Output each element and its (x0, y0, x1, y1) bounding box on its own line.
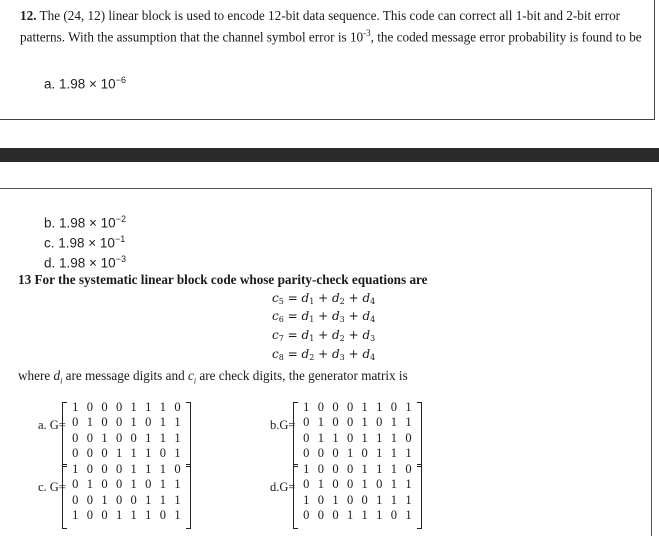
matrix-cell: 1 (72, 462, 79, 476)
matrix-row (299, 431, 416, 446)
question-12-body: The (24, 12) linear block is used to encode 12-bit data sequence. This code can correct all 1-bit and 2-bit error patterns. With the assumption that the channel symbol error is 10 (20, 8, 621, 44)
matrix-cell: 1 (332, 430, 339, 445)
matrix-cell: 1 (130, 477, 137, 492)
matrix-cell: 0 (332, 445, 339, 460)
matrix-cell: 1 (361, 477, 368, 492)
matrix-cell: 0 (303, 415, 310, 430)
matrix-cell: 0 (115, 477, 123, 492)
matrix-cell: 0 (72, 492, 79, 507)
matrix-cell: 1 (115, 507, 123, 522)
matrix-cell: 1 (72, 400, 79, 414)
matrix-cell: 1 (174, 492, 181, 507)
matrix-cell: 1 (86, 477, 94, 492)
matrix-cell: 0 (130, 430, 137, 445)
matrix-cell: 0 (376, 415, 383, 430)
matrix-cell: 0 (145, 477, 152, 492)
matrix-cell: 0 (303, 507, 310, 522)
matrix-cell: 1 (346, 445, 354, 460)
matrix-cell: 1 (390, 462, 397, 476)
page-divider (0, 148, 659, 162)
matrix-cell: 0 (130, 492, 137, 507)
matrix-row (68, 477, 185, 492)
matrix-cell: 1 (159, 462, 166, 476)
matrix-cell: 0 (115, 430, 123, 445)
matrix-cell: 1 (303, 492, 310, 507)
matrix-cell: 1 (159, 477, 166, 492)
matrix-cell: 1 (405, 400, 412, 414)
matrix-cell: 1 (130, 415, 137, 430)
matrix-cell: 1 (332, 492, 339, 507)
matrix-cell: 0 (159, 445, 166, 460)
question-12-exponent: -3 (363, 27, 371, 38)
matrix-cell: 0 (101, 477, 108, 492)
matrix-cell: 1 (145, 445, 152, 460)
matrix-cell: 1 (317, 430, 325, 445)
matrix-cell: 1 (303, 400, 310, 414)
matrix-cell: 0 (332, 477, 339, 492)
matrix-cell: 1 (72, 507, 79, 522)
matrix-left-bracket (62, 402, 67, 467)
matrix-row (299, 493, 416, 508)
question-13-heading: 13 For the systematic linear block code whose parity-check equations are (18, 272, 428, 287)
matrix-cell: 1 (101, 430, 108, 445)
matrix-cell: 0 (101, 462, 108, 476)
matrix-cell: 0 (86, 462, 94, 476)
matrix-cell: 0 (317, 507, 325, 522)
matrix-cell: 0 (174, 462, 181, 476)
matrix-cell: 0 (303, 477, 310, 492)
matrix-cell: 1 (390, 415, 397, 430)
matrix-cell: 1 (376, 430, 383, 445)
matrix-cell: 0 (346, 430, 354, 445)
matrix-row (299, 462, 416, 477)
matrix-row (68, 415, 185, 430)
matrix-cell: 0 (101, 415, 108, 430)
parity-equation: $c_6 = d_1 + d_3 + d_4$ (272, 309, 376, 324)
matrix-cell: 1 (101, 492, 108, 507)
matrix-cell: 1 (159, 492, 166, 507)
matrix-cell: 0 (332, 415, 339, 430)
matrix-cell: 1 (405, 492, 412, 507)
matrix-right-bracket (186, 464, 191, 529)
matrix-cell: 0 (115, 492, 123, 507)
matrix-cell: 0 (174, 400, 181, 414)
matrix-row (68, 400, 185, 415)
question-12-text (20, 8, 650, 45)
matrix-cell: 1 (174, 477, 181, 492)
matrix-cell: 0 (317, 445, 325, 460)
matrix-cell: 1 (159, 430, 166, 445)
matrix-cell: 0 (72, 415, 79, 430)
matrix-cell: 0 (86, 400, 94, 414)
matrix-cell: 0 (303, 445, 310, 460)
matrix-cell: 1 (145, 430, 152, 445)
matrix-cell: 1 (390, 477, 397, 492)
parity-equation: $c_8 = d_2 + d_3 + d_4$ (272, 347, 376, 362)
matrix-cell: 1 (174, 430, 181, 445)
matrix-cell: 1 (361, 507, 368, 522)
matrix-cell: 1 (390, 445, 397, 460)
matrix-cell: 0 (317, 462, 325, 476)
matrix-cell: 1 (130, 462, 137, 476)
matrix-cell: 1 (405, 445, 412, 460)
matrix-cell: 1 (130, 400, 137, 414)
matrix-cell: 0 (115, 462, 123, 476)
matrix-cell: 1 (317, 415, 325, 430)
matrix-cell: 1 (376, 507, 383, 522)
parity-equation: $c_5 = d_1 + d_2 + d_4$ (272, 291, 376, 306)
option-12a[interactable]: a. $1.98 \times 10^{-6}$ (44, 75, 126, 92)
matrix-option-label[interactable]: a. G= (38, 418, 66, 433)
matrix-right-bracket (186, 402, 191, 467)
matrix-cell: 0 (346, 492, 354, 507)
matrix-cell: 0 (317, 400, 325, 414)
matrix-cell: 1 (376, 492, 383, 507)
matrix-row (68, 493, 185, 508)
option-12c[interactable]: c. $1.98 \times 10^{-1}$ (44, 234, 126, 251)
matrix-cell: 1 (159, 400, 166, 414)
matrix-cell: 0 (72, 445, 79, 460)
matrix-cell: 0 (86, 507, 94, 522)
matrix-cell: 1 (346, 507, 354, 522)
matrix-cell: 1 (130, 445, 137, 460)
matrix-cell: 1 (130, 507, 137, 522)
option-12b[interactable]: b. $1.98 \times 10^{-2}$ (44, 214, 126, 231)
matrix-cell: 1 (174, 445, 181, 460)
matrix-cell: 0 (159, 507, 166, 522)
matrix-cell: 0 (390, 507, 397, 522)
matrix-cell: 1 (115, 445, 123, 460)
matrix-option-label[interactable]: d.G= (270, 480, 296, 495)
matrix-row (299, 508, 416, 523)
matrix-cell: 0 (405, 430, 412, 445)
matrix-cell: 0 (346, 400, 354, 414)
where-text: where $d_i$ are message digits and $c_i$ are check digits, the generator matrix is (18, 368, 408, 386)
matrix-cell: 0 (86, 445, 94, 460)
matrix-row (68, 462, 185, 477)
matrix-cell: 0 (101, 400, 108, 414)
matrix-row (68, 431, 185, 446)
matrix-option-label[interactable]: b.G= (270, 418, 296, 433)
question-12-body-end: , the coded message error probability is found to be (370, 28, 642, 44)
matrix-row (68, 446, 185, 461)
matrix-cell: 1 (145, 507, 152, 522)
matrix-cell: 0 (346, 462, 354, 476)
matrix-cell: 1 (317, 477, 325, 492)
matrix-cell: 1 (159, 415, 166, 430)
matrix-cell: 1 (361, 415, 368, 430)
matrix-left-bracket (293, 464, 298, 529)
matrix-cell: 1 (303, 462, 310, 476)
matrix-cell: 1 (376, 462, 383, 476)
matrix-left-bracket (62, 464, 67, 529)
matrix-cell: 1 (390, 430, 397, 445)
matrix-row (299, 415, 416, 430)
question-12-number: 12. (20, 8, 37, 23)
matrix-cell: 0 (361, 445, 368, 460)
matrix-cell: 0 (86, 430, 94, 445)
matrix-cell: 1 (376, 445, 383, 460)
matrix-cell: 1 (174, 415, 181, 430)
matrix-left-bracket (293, 402, 298, 467)
matrix-cell: 0 (145, 415, 152, 430)
matrix-option-label[interactable]: c. G= (38, 480, 66, 495)
matrix-cell: 1 (405, 415, 412, 430)
matrix-cell: 0 (346, 415, 354, 430)
matrix-row (299, 400, 416, 415)
matrix-cell: 1 (174, 507, 181, 522)
matrix-right-bracket (417, 464, 422, 529)
matrix-cell: 1 (145, 462, 152, 476)
matrix-cell: 0 (361, 492, 368, 507)
matrix-cell: 0 (332, 507, 339, 522)
matrix-cell: 0 (101, 507, 108, 522)
matrix-cell: 0 (376, 477, 383, 492)
matrix-cell: 0 (317, 492, 325, 507)
matrix-cell: 1 (405, 507, 412, 522)
matrix-cell: 1 (405, 477, 412, 492)
matrix-cell: 1 (361, 462, 368, 476)
parity-equation: $c_7 = d_1 + d_2 + d_3$ (272, 328, 376, 343)
matrix-right-bracket (417, 402, 422, 467)
matrix-cell: 1 (86, 415, 94, 430)
matrix-cell: 1 (361, 400, 368, 414)
matrix-cell: 0 (86, 492, 94, 507)
matrix-cell: 1 (145, 400, 152, 414)
matrix-cell: 0 (332, 462, 339, 476)
matrix-cell: 0 (72, 430, 79, 445)
matrix-cell: 0 (332, 400, 339, 414)
option-12d[interactable]: d. $1.98 \times 10^{-3}$ (44, 254, 126, 271)
matrix-cell: 0 (303, 430, 310, 445)
matrix-cell: 1 (390, 492, 397, 507)
matrix-cell: 1 (376, 400, 383, 414)
matrix-cell: 0 (115, 400, 123, 414)
matrix-cell: 1 (145, 492, 152, 507)
matrix-cell: 0 (115, 415, 123, 430)
matrix-cell: 0 (405, 462, 412, 476)
matrix-cell: 0 (72, 477, 79, 492)
matrix-row (299, 477, 416, 492)
matrix-cell: 1 (361, 430, 368, 445)
matrix-cell: 0 (101, 445, 108, 460)
matrix-cell: 0 (346, 477, 354, 492)
matrix-row (68, 508, 185, 523)
matrix-cell: 0 (390, 400, 397, 414)
matrix-row (299, 446, 416, 461)
